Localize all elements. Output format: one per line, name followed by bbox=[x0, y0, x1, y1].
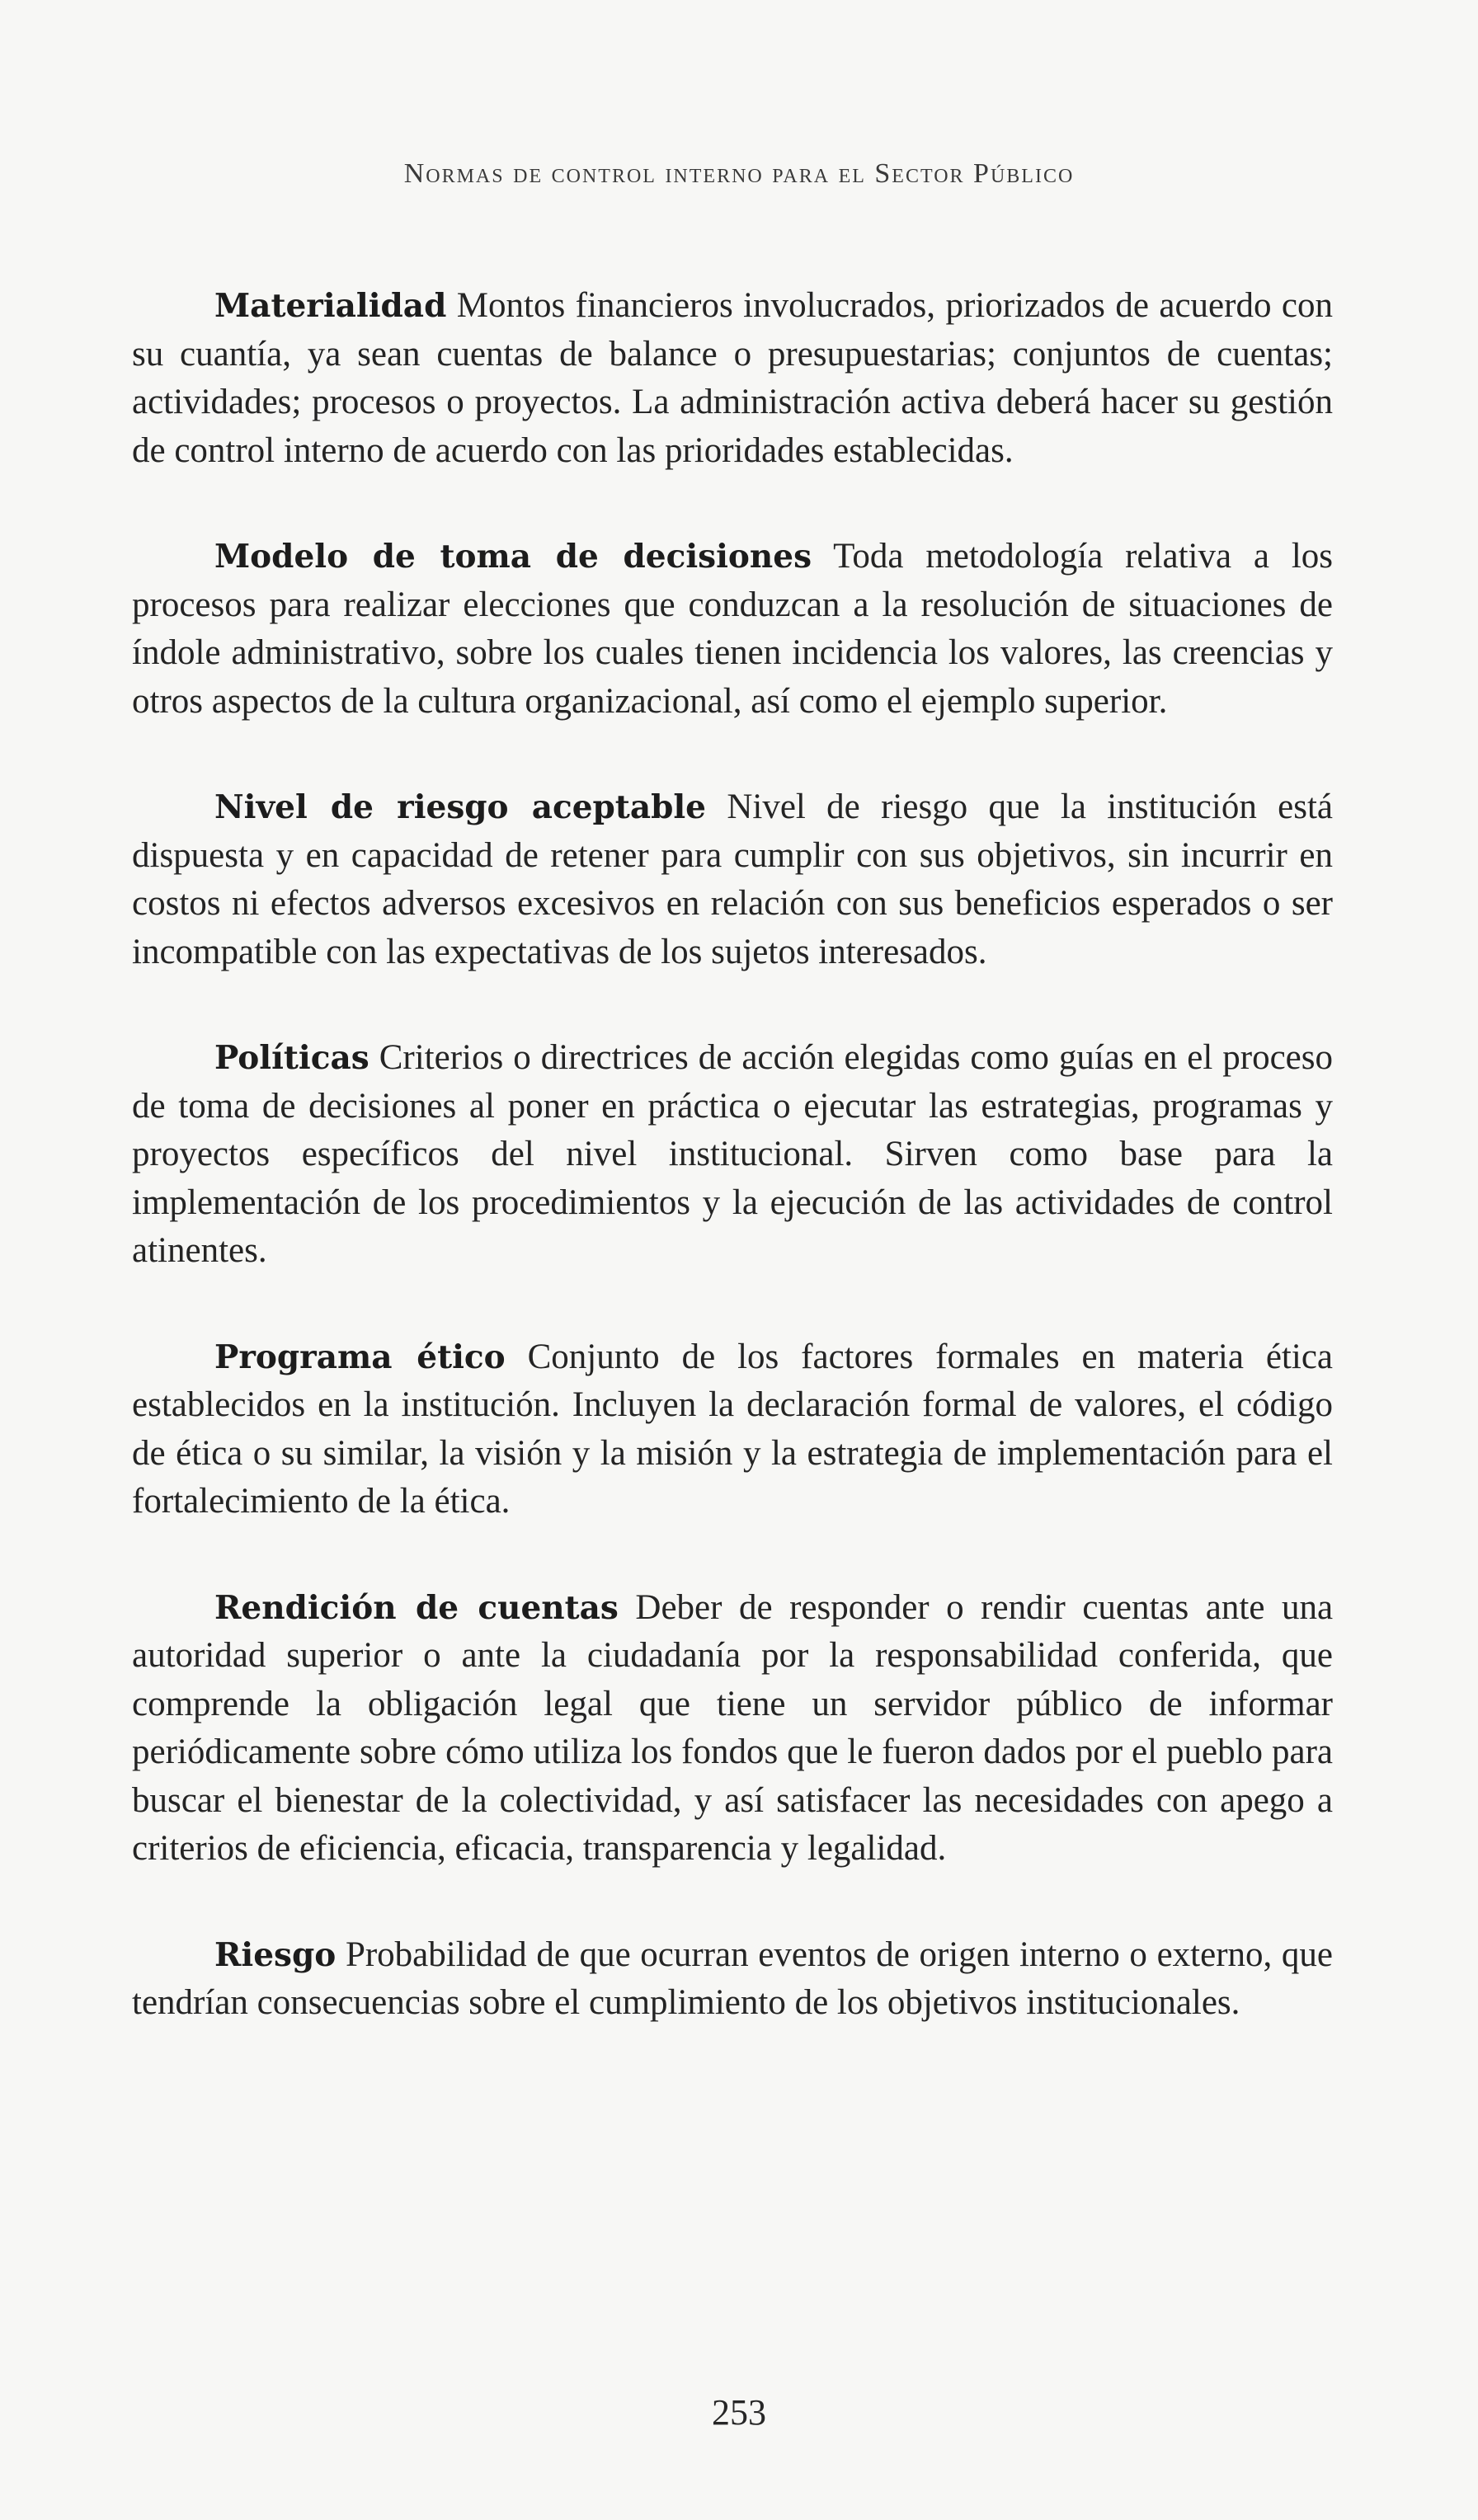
glossary-definition: Probabilidad de que ocurran eventos de origen interno o externo, que tendrían consecuencias sobre el cumplimiento de los objetivos institucionales. bbox=[132, 1935, 1333, 2022]
glossary-term: Materialidad bbox=[214, 287, 447, 325]
page-number: 253 bbox=[712, 2392, 766, 2433]
glossary-body bbox=[132, 282, 1333, 2085]
glossary-entry-rendicion-de-cuentas bbox=[132, 1584, 1333, 1874]
glossary-entry-programa-etico bbox=[132, 1333, 1333, 1526]
glossary-definition: Nivel de riesgo que la institución está dispuesta y en capacidad de retener para cumplir con sus objetivos, sin incurrir en costos ni efectos adversos excesivos en relación con sus beneficios esperados o ser incompatible con las expectativas de los sujetos interesados. bbox=[132, 788, 1334, 971]
glossary-entry-modelo-de-toma-de-decisiones bbox=[132, 533, 1333, 726]
glossary-term: Modelo de toma de decisiones bbox=[214, 538, 812, 576]
glossary-term: Rendición de cuentas bbox=[214, 1588, 619, 1627]
glossary-definition: Criterios o directrices de acción elegidas como guías en el proceso de toma de decisiones al poner en práctica o ejecutar las estrategias, programas y proyectos específicos del nivel institucional. Sirven como base para la implementación de los procedimientos y la ejecución de las actividades de control atinentes. bbox=[132, 1038, 1333, 1270]
glossary-term: Programa ético bbox=[214, 1338, 506, 1376]
glossary-entry-riesgo bbox=[132, 1931, 1333, 2028]
glossary-definition: Montos financieros involucrados, priorizados de acuerdo con su cuantía, ya sean cuentas de balance o presupuestarias; conjuntos de cuentas; actividades; procesos o proyectos. La administración activa deberá hacer su gestión de control interno de acuerdo con las prioridades establecidas. bbox=[132, 286, 1333, 470]
glossary-definition: Deber de responder o rendir cuentas ante una autoridad superior o ante la ciudadanía por la responsabilidad conferida, que comprende la obligación legal que tiene un servidor público de informar periódicamente sobre cómo utiliza los fondos que le fueron dados por el pueblo para buscar el bienestar de la colectividad, y así satisfacer las necesidades con apego a criterios de eficiencia, eficacia, transparencia y legalidad. bbox=[132, 1587, 1334, 1868]
glossary-term: Nivel de riesgo aceptable bbox=[214, 788, 706, 826]
running-header: Normas de control interno para el Sector Público bbox=[403, 158, 1075, 189]
glossary-definition: Conjunto de los factores formales en materia ética establecidos en la institución. Incluyen la declaración formal de valores, el código de ética o su similar, la visión y la misión y la estrategia de implementación para el fortalecimiento de la ética. bbox=[132, 1337, 1333, 1521]
glossary-entry-nivel-de-riesgo-aceptable bbox=[132, 783, 1333, 976]
glossary-entry-politicas bbox=[132, 1034, 1333, 1276]
glossary-definition: Toda metodología relativa a los procesos para realizar elecciones que conduzcan a la resolución de situaciones de índole administrativo, sobre los cuales tienen incidencia los valores, las creencias y otros aspectos de la cultura organizacional, así como el ejemplo superior. bbox=[132, 537, 1333, 721]
glossary-term: Riesgo bbox=[214, 1935, 337, 1974]
glossary-term: Políticas bbox=[214, 1039, 370, 1077]
glossary-entry-materialidad bbox=[132, 282, 1333, 475]
